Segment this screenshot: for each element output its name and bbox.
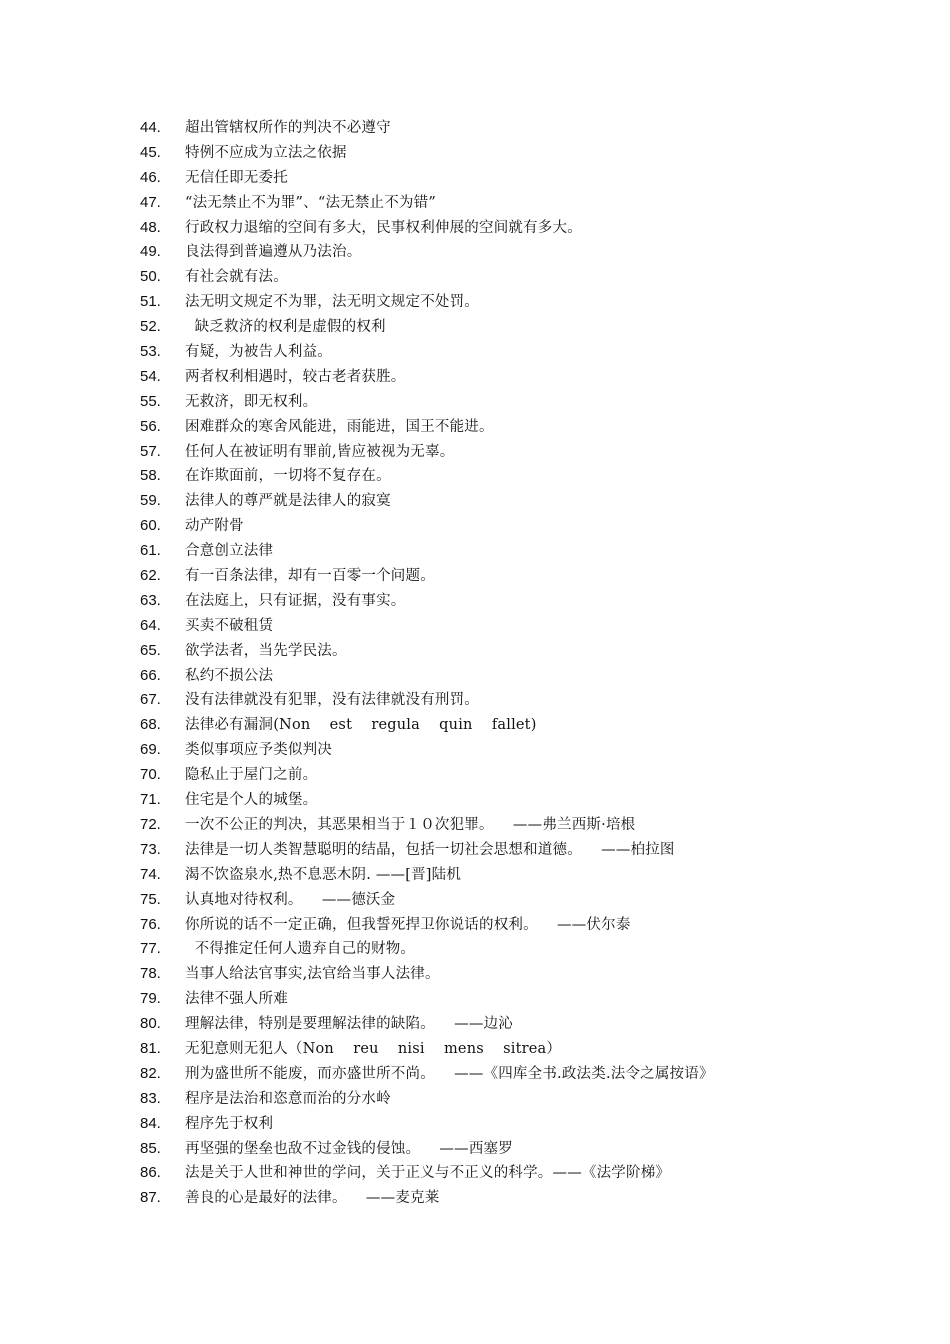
list-item: [140, 564, 920, 589]
item-number: 44.: [140, 119, 161, 136]
list-item: [140, 1037, 920, 1062]
item-number: 76.: [140, 915, 161, 933]
list-item: [140, 191, 920, 216]
item-text: 法是关于人世和神世的学问，关于正义与不正义的科学。——《法学阶梯》: [185, 1165, 671, 1182]
item-number: 61.: [140, 542, 161, 560]
item-number: 53.: [140, 343, 161, 361]
item-text: 有一百条法律，却有一百零一个问题。: [185, 568, 435, 585]
list-item: [140, 1112, 920, 1137]
list-item: [140, 116, 920, 141]
item-text: 两者权利相遇时，较古老者获胜。: [185, 368, 406, 385]
item-number: 60.: [140, 517, 161, 535]
item-number: 72.: [140, 815, 161, 833]
item-number: 57.: [140, 442, 161, 460]
item-number: 58.: [140, 467, 161, 485]
item-text: 困难群众的寒舍风能进，雨能进，国王不能进。: [185, 418, 494, 435]
item-text: 无信任即无委托: [185, 169, 288, 186]
list-item: [140, 415, 920, 440]
item-text: 法律是一切人类智慧聪明的结晶，包括一切社会思想和道德。 ——柏拉图: [185, 841, 675, 858]
item-number: 78.: [140, 965, 161, 983]
item-number: 63.: [140, 591, 161, 609]
list-item: [140, 141, 920, 166]
item-number: 77.: [140, 940, 161, 958]
item-text: 渴不饮盗泉水,热不息恶木阴. ——[晋]陆机: [185, 866, 462, 883]
list-item: [140, 788, 920, 813]
item-number: 48.: [140, 218, 161, 236]
item-text: 没有法律就没有犯罪，没有法律就没有刑罚。: [185, 692, 479, 709]
item-text: 类似事项应予类似判决: [185, 742, 332, 759]
item-number: 59.: [140, 492, 161, 510]
list-item: [140, 539, 920, 564]
item-text: 缺乏救济的权利是虚假的权利: [185, 319, 386, 336]
quote-list: [140, 116, 920, 1211]
item-number: 56.: [140, 417, 161, 435]
item-text: 合意创立法律: [185, 543, 274, 560]
list-item: [140, 639, 920, 664]
item-text: 你所说的话不一定正确，但我誓死捍卫你说话的权利。 ——伏尔泰: [185, 916, 631, 933]
list-item: [140, 664, 920, 689]
item-number: 65.: [140, 641, 161, 659]
item-number: 83.: [140, 1089, 161, 1107]
item-number: 46.: [140, 168, 161, 186]
item-number: 82.: [140, 1064, 161, 1082]
item-text: 有社会就有法。: [185, 269, 288, 286]
item-number: 85.: [140, 1139, 161, 1157]
list-item: [140, 216, 920, 241]
list-item: [140, 514, 920, 539]
item-number: 74.: [140, 865, 161, 883]
item-number: 47.: [140, 193, 161, 211]
item-number: 51.: [140, 293, 161, 311]
list-item: [140, 340, 920, 365]
list-item: [140, 962, 920, 987]
list-item: [140, 489, 920, 514]
item-number: 50.: [140, 268, 161, 286]
item-number: 70.: [140, 766, 161, 784]
item-number: 81.: [140, 1039, 161, 1057]
list-item: [140, 863, 920, 888]
item-text: 行政权力退缩的空间有多大，民事权利伸展的空间就有多大。: [185, 219, 582, 236]
item-text: 刑为盛世所不能废，而亦盛世所不尚。 ——《四库全书.政法类.法令之属按语》: [185, 1065, 714, 1082]
item-text: 隐私止于屋门之前。: [185, 767, 318, 784]
list-item: [140, 1137, 920, 1162]
item-number: 79.: [140, 990, 161, 1008]
list-item: [140, 440, 920, 465]
item-number: 66.: [140, 666, 161, 684]
item-number: 52.: [140, 318, 161, 336]
item-text: 动产附骨: [185, 518, 244, 535]
item-text: 理解法律，特别是要理解法律的缺陷。 ——边沁: [185, 1016, 513, 1033]
item-text: 法律不强人所难: [185, 991, 288, 1008]
list-item: [140, 1161, 920, 1186]
item-number: 80.: [140, 1015, 161, 1033]
item-text: 无救济，即无权利。: [185, 393, 318, 410]
item-number: 68.: [140, 716, 161, 734]
item-text: 认真地对待权利。 ——德沃金: [185, 891, 396, 908]
list-item: [140, 166, 920, 191]
list-item: [140, 464, 920, 489]
item-number: 64.: [140, 616, 161, 634]
list-item: [140, 1062, 920, 1087]
list-item: [140, 937, 920, 962]
list-item: [140, 913, 920, 938]
list-item: [140, 738, 920, 763]
item-text: 一次不公正的判决，其恶果相当于１０次犯罪。 ——弗兰西斯·培根: [185, 816, 636, 833]
list-item: [140, 240, 920, 265]
list-item: [140, 265, 920, 290]
list-item: [140, 1012, 920, 1037]
list-item: [140, 315, 920, 340]
item-number: 45.: [140, 143, 161, 161]
item-number: 49.: [140, 243, 161, 261]
item-number: 73.: [140, 840, 161, 858]
list-item: [140, 763, 920, 788]
list-item: [140, 589, 920, 614]
item-text: 欲学法者，当先学民法。: [185, 642, 347, 659]
item-number: 54.: [140, 367, 161, 385]
item-text: 无犯意则无犯人（Non reu nisi mens sitrea）: [185, 1040, 562, 1057]
item-number: 55.: [140, 392, 161, 410]
list-item: [140, 838, 920, 863]
item-text: 当事人给法官事实,法官给当事人法律。: [185, 966, 440, 983]
item-text: 再坚强的堡垒也敌不过金钱的侵蚀。 ——西塞罗: [185, 1140, 513, 1157]
item-number: 62.: [140, 567, 161, 585]
item-text: 超出管辖权所作的判决不必遵守: [185, 120, 391, 136]
item-text: 法无明文规定不为罪，法无明文规定不处罚。: [185, 294, 479, 311]
item-text: 私约不损公法: [185, 667, 274, 684]
item-number: 67.: [140, 691, 161, 709]
item-text: 程序先于权利: [185, 1115, 274, 1132]
item-text: 任何人在被证明有罪前,皆应被视为无辜。: [185, 443, 455, 460]
list-item: [140, 813, 920, 838]
item-number: 71.: [140, 791, 161, 809]
list-item: [140, 390, 920, 415]
item-text: 法律人的尊严就是法律人的寂寞: [185, 493, 391, 510]
item-number: 69.: [140, 741, 161, 759]
list-item: [140, 1186, 920, 1211]
item-text: 住宅是个人的城堡。: [185, 792, 318, 809]
list-item: [140, 365, 920, 390]
item-text: 善良的心是最好的法律。 ——麦克莱: [185, 1190, 440, 1207]
item-text: 法律必有漏洞(Non est regula quin fallet): [185, 717, 537, 734]
item-number: 87.: [140, 1189, 161, 1207]
item-text: 在诈欺面前，一切将不复存在。: [185, 468, 391, 485]
item-text: 有疑，为被告人利益。: [185, 344, 332, 361]
item-number: 75.: [140, 890, 161, 908]
list-item: [140, 713, 920, 738]
item-text: “法无禁止不为罪”、“法无禁止不为错”: [185, 194, 436, 211]
list-item: [140, 987, 920, 1012]
list-item: [140, 688, 920, 713]
item-text: 特例不应成为立法之依据: [185, 144, 347, 161]
list-item: [140, 1087, 920, 1112]
item-text: 不得推定任何人遗弃自己的财物。: [185, 941, 416, 958]
item-text: 良法得到普遍遵从乃法治。: [185, 244, 362, 261]
list-item: [140, 290, 920, 315]
item-text: 买卖不破租赁: [185, 617, 274, 634]
list-item: [140, 888, 920, 913]
item-text: 程序是法治和恣意而治的分水岭: [185, 1090, 391, 1107]
item-text: 在法庭上，只有证据，没有事实。: [185, 592, 406, 609]
item-number: 86.: [140, 1164, 161, 1182]
item-number: 84.: [140, 1114, 161, 1132]
list-item: [140, 614, 920, 639]
